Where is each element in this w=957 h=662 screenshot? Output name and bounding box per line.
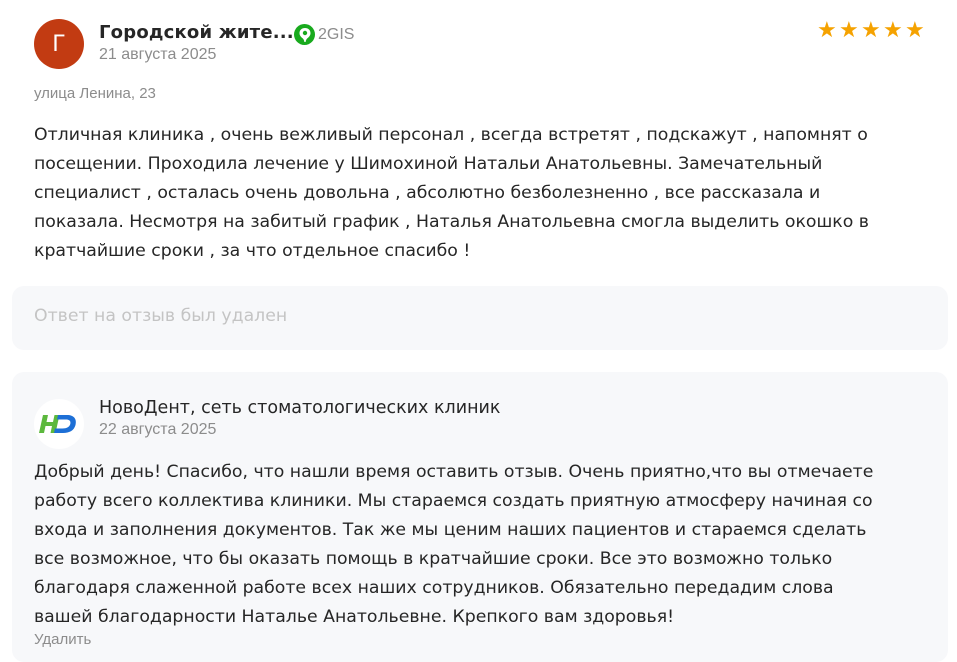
- review-date: 21 августа 2025: [99, 46, 217, 63]
- novodent-logo: [34, 399, 84, 449]
- review-source: [294, 24, 354, 45]
- reply-author: НовоДент, сеть стоматологических клиник: [99, 398, 501, 418]
- reply-date: 22 августа 2025: [99, 421, 217, 438]
- review-address[interactable]: улица Ленина, 23: [34, 85, 156, 102]
- deleted-reply-notice: Ответ на отзыв был удален: [34, 306, 288, 326]
- star-rating: [817, 18, 925, 43]
- reply-box: [12, 372, 948, 662]
- avatar: [34, 19, 84, 69]
- 2gis-icon: [294, 24, 315, 45]
- deleted-reply-box: [12, 286, 948, 350]
- source-label: 2GIS: [318, 25, 355, 43]
- avatar-letter: Г: [52, 31, 66, 57]
- star-icon: ★: [883, 18, 903, 43]
- review-text: Отличная клиника , очень вежливый персонал , всегда встретят , подскажут , напомнят о посещении. Проходила лечение у Шимохиной Натальи Анатольевны. Замечательный специалист , осталась очень довольна , абсолютно безболезненно , все рассказала и показала. Несмотря на забитый график , Наталья Анатольевна смогла выделить окошко в кратчайшие сроки , за что отдельное спасибо !: [34, 125, 869, 261]
- star-icon: ★: [817, 18, 837, 43]
- star-icon: ★: [861, 18, 881, 43]
- star-icon: ★: [839, 18, 859, 43]
- reply-text: Добрый день! Спасибо, что нашли время оставить отзыв. Очень приятно,что вы отмечаете работу всего коллектива клиники. Мы стараемся создать приятную атмосферу начиная со входа и заполнения документов. Так же мы ценим наших пациентов и стараемся сделать все возможное, что бы оказать помощь в кратчайшие сроки. Все это возможно только благодаря слаженной работе всех наших сотрудников. Обязательно передадим слова вашей благодарности Наталье Анатольевне. Крепкого вам здоровья!: [34, 462, 874, 627]
- star-icon: ★: [905, 18, 925, 43]
- review-author[interactable]: Городской жите...: [99, 22, 294, 43]
- delete-reply-link[interactable]: Удалить: [34, 631, 92, 648]
